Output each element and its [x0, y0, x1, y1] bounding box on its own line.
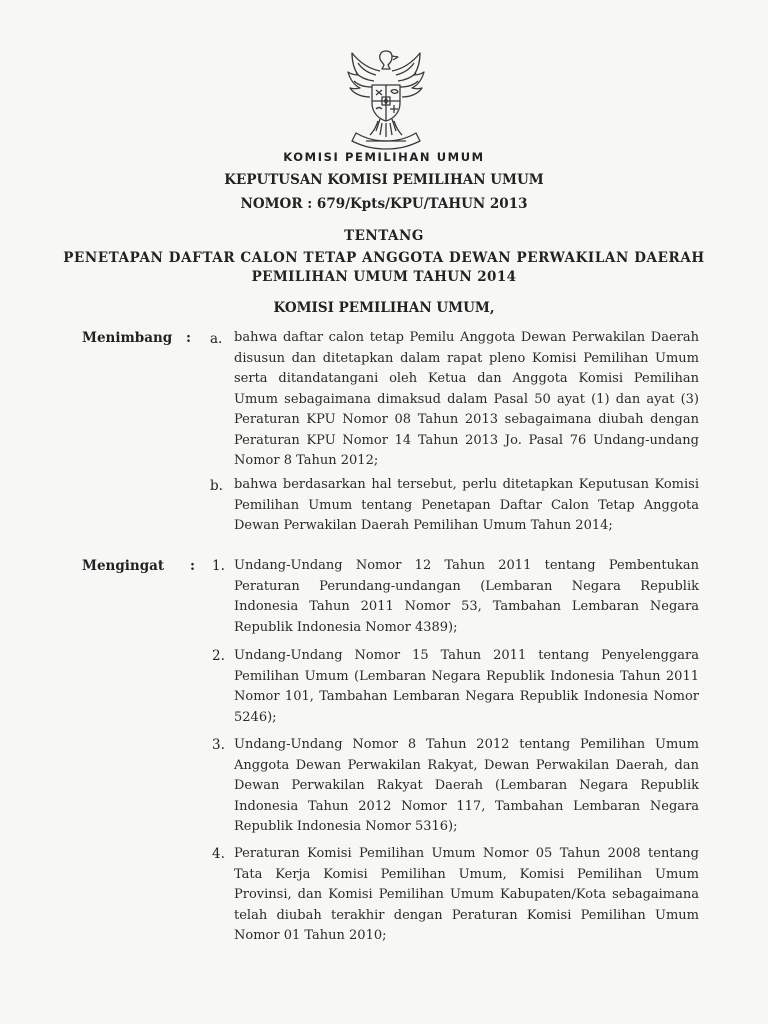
garuda-pancasila-emblem-icon: [336, 45, 436, 153]
mengingat-marker-1: 1.: [212, 558, 225, 574]
menimbang-marker-a: a.: [210, 331, 223, 347]
mengingat-item-2: Undang-Undang Nomor 15 Tahun 2011 tentang Penyelenggara Pemilihan Umum (Lembaran Negara Republik Indonesia Tahun 2011 Nomor 101, Tambahan Lembaran Negara Republik Indonesia Nomor 5246);: [234, 648, 699, 725]
subject-line-2: PEMILIHAN UMUM TAHUN 2014: [251, 269, 517, 285]
agency-name: KOMISI PEMILIHAN UMUM: [283, 150, 485, 164]
mengingat-marker-4: 4.: [212, 846, 225, 862]
document-number: NOMOR : 679/Kpts/KPU/TAHUN 2013: [240, 196, 528, 212]
subject-line-1: PENETAPAN DAFTAR CALON TETAP ANGGOTA DEWAN PERWAKILAN DAERAH: [63, 250, 705, 266]
mengingat-item-3: Undang-Undang Nomor 8 Tahun 2012 tentang Pemilihan Umum Anggota Dewan Perwakilan Rakyat, Dewan Perwakilan Daerah, dan Dewan Perwakilan Rakyat Daerah (Lembaran Negara Republik Indonesia Tahun 2012 Nomor 117, Tambahan Lembaran Negara Republik Indonesia Nomor 5316);: [234, 737, 699, 834]
menimbang-item-b: bahwa berdasarkan hal tersebut, perlu ditetapkan Keputusan Komisi Pemilihan Umum tentang Penetapan Daftar Calon Tetap Anggota Dewan Perwakilan Daerah Pemilihan Umum Tahun 2014;: [234, 477, 699, 533]
document-title: KEPUTUSAN KOMISI PEMILIHAN UMUM: [224, 172, 544, 188]
mengingat-marker-3: 3.: [212, 737, 225, 753]
mengingat-colon: :: [190, 558, 195, 574]
menimbang-label: Menimbang: [82, 330, 173, 346]
menimbang-colon: :: [186, 330, 191, 346]
mengingat-marker-2: 2.: [212, 648, 225, 664]
menimbang-marker-b: b.: [210, 478, 223, 494]
menimbang-item-a: bahwa daftar calon tetap Pemilu Anggota Dewan Perwakilan Daerah disusun dan ditetapkan dalam rapat pleno Komisi Pemilihan Umum serta ditandatangani oleh Ketua dan Anggota Komisi Pemilihan Umum sebagaimana dimaksud dalam Pasal 50 ayat (1) dan ayat (3) Peraturan KPU Nomor 08 Tahun 2013 sebagaimana diubah dengan Peraturan KPU Nomor 14 Tahun 2013 Jo. Pasal 76 Undang-undang Nomor 8 Tahun 2012;: [234, 330, 699, 468]
tentang-heading: TENTANG: [344, 228, 424, 244]
mengingat-label: Mengingat: [82, 558, 165, 574]
mengingat-item-1: Undang-Undang Nomor 12 Tahun 2011 tentang Pembentukan Peraturan Perundang-undangan (Lembaran Negara Republik Indonesia Tahun 2011 Nomor 53, Tambahan Lembaran Negara Republik Indonesia Nomor 4389);: [234, 558, 699, 635]
issuer-heading: KOMISI PEMILIHAN UMUM,: [273, 300, 495, 316]
mengingat-item-4: Peraturan Komisi Pemilihan Umum Nomor 05 Tahun 2008 tentang Tata Kerja Komisi Pemilihan Umum, Komisi Pemilihan Umum Provinsi, dan Komisi Pemilihan Umum Kabupaten/Kota sebagaimana telah diubah terakhir dengan Peraturan Komisi Pemilihan Umum Nomor 01 Tahun 2010;: [234, 846, 699, 943]
